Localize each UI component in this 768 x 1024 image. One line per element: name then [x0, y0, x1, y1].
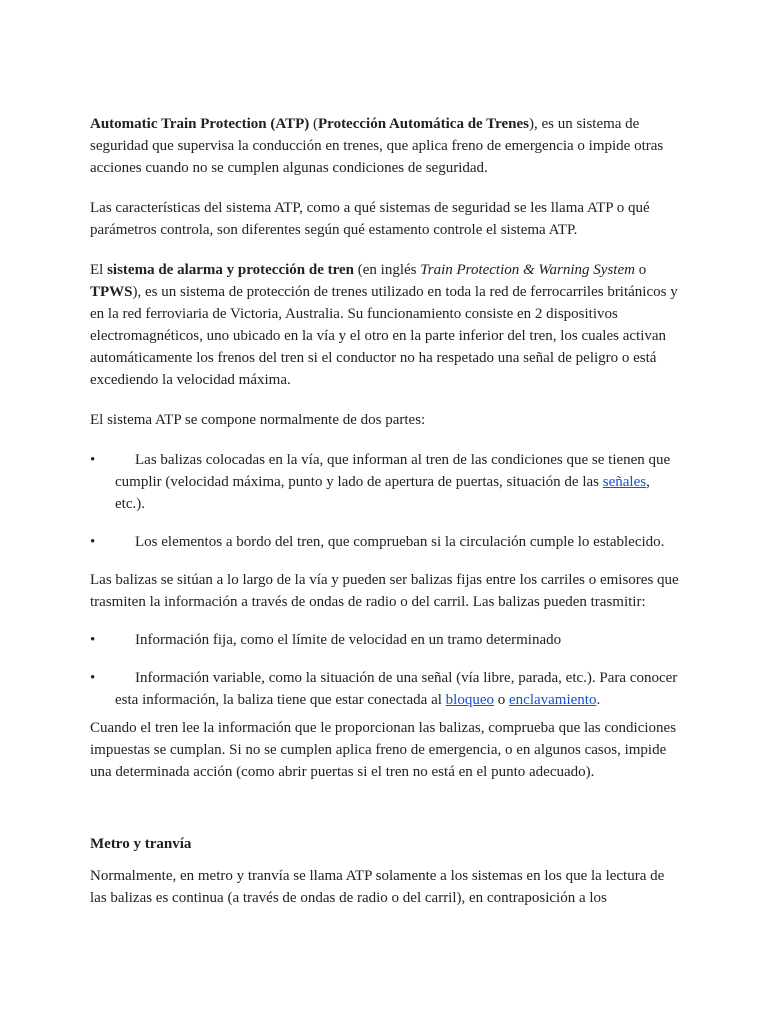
- link-bloqueo[interactable]: bloqueo: [445, 692, 494, 708]
- bullet-icon: •: [90, 670, 96, 686]
- term-tpws-english: Train Protection & Warning System: [420, 262, 635, 278]
- link-senales[interactable]: señales: [602, 474, 647, 490]
- term-tpws-spanish: sistema de alarma y protección de tren: [107, 262, 354, 278]
- bullet-icon: •: [90, 452, 96, 468]
- paragraph-tpws: El sistema de alarma y protección de tren (en inglés Train Protection & Warning System o TPWS), es un sistema de protección de trenes utilizado en toda la red de ferrocarriles británicos y en la red ferroviaria de Victoria, Australia. Su funcionamiento consiste en 2 dispositivos electromagnéticos, uno ubicado en la vía y el otro en la parte inferior del tren, los cuales activan automáticamente los frenos del tren si el conductor no ha respetado una señal de peligro o está excediendo la velocidad máxima.: [90, 262, 678, 388]
- term-tpws: TPWS: [90, 284, 133, 300]
- bullet-icon: •: [90, 534, 96, 550]
- paragraph-atp-intro: Automatic Train Protection (ATP) (Protección Automática de Trenes), es un sistema de seguridad que supervisa la conducción en trenes, que aplica freno de emergencia o impide otras acciones cuando no se cumplen algunas condiciones de seguridad.: [90, 116, 664, 176]
- term-atp: Automatic Train Protection (ATP): [90, 116, 310, 132]
- term-atp-spanish: Protección Automática de Trenes: [318, 116, 529, 132]
- link-enclavamiento[interactable]: enclavamiento: [509, 692, 597, 708]
- paragraph-metro: Normalmente, en metro y tranvía se llama ATP solamente a los sistemas en los que la lectura de las balizas es continua (a través de ondas de radio o del carril), en contraposición a los: [90, 868, 665, 906]
- paragraph-atp-parts: El sistema ATP se compone normalmente de dos partes:: [90, 412, 426, 428]
- paragraph-tren-lee: Cuando el tren lee la información que le proporcionan las balizas, comprueba que las condiciones impuestas se cumplan. Si no se cumplen aplica freno de emergencia, o en algunos casos, impide una determinada acción (como abrir puertas si el tren no está en el punto adecuado).: [90, 720, 677, 780]
- bullet-icon: •: [90, 632, 96, 648]
- list-item: • Las balizas colocadas en la vía, que informan al tren de las condiciones que se tienen que cumplir (velocidad máxima, punto y lado de apertura de puertas, situación de las señales, etc.).: [90, 449, 682, 515]
- paragraph-balizas: Las balizas se sitúan a lo largo de la vía y pueden ser balizas fijas entre los carriles o emisores que trasmiten la información a través de ondas de radio o del carril. Las balizas pueden trasmitir:: [90, 572, 679, 610]
- list-balizas-info: [90, 629, 682, 711]
- list-item: • Información fija, como el límite de velocidad en un tramo determinado: [90, 629, 682, 651]
- paragraph-atp-characteristics: Las características del sistema ATP, como a qué sistemas de seguridad se les llama ATP o qué parámetros controla, son diferentes según qué estamento controle el sistema ATP.: [90, 200, 650, 238]
- document-body: [90, 113, 682, 909]
- list-atp-parts: [90, 449, 682, 553]
- list-item: • Información variable, como la situación de una señal (vía libre, parada, etc.). Para conocer esta información, la baliza tiene que estar conectada al bloqueo o enclavamiento.: [90, 667, 682, 711]
- list-item: • Los elementos a bordo del tren, que comprueban si la circulación cumple lo establecido.: [90, 531, 682, 553]
- section-heading-metro: Metro y tranvía: [90, 836, 192, 852]
